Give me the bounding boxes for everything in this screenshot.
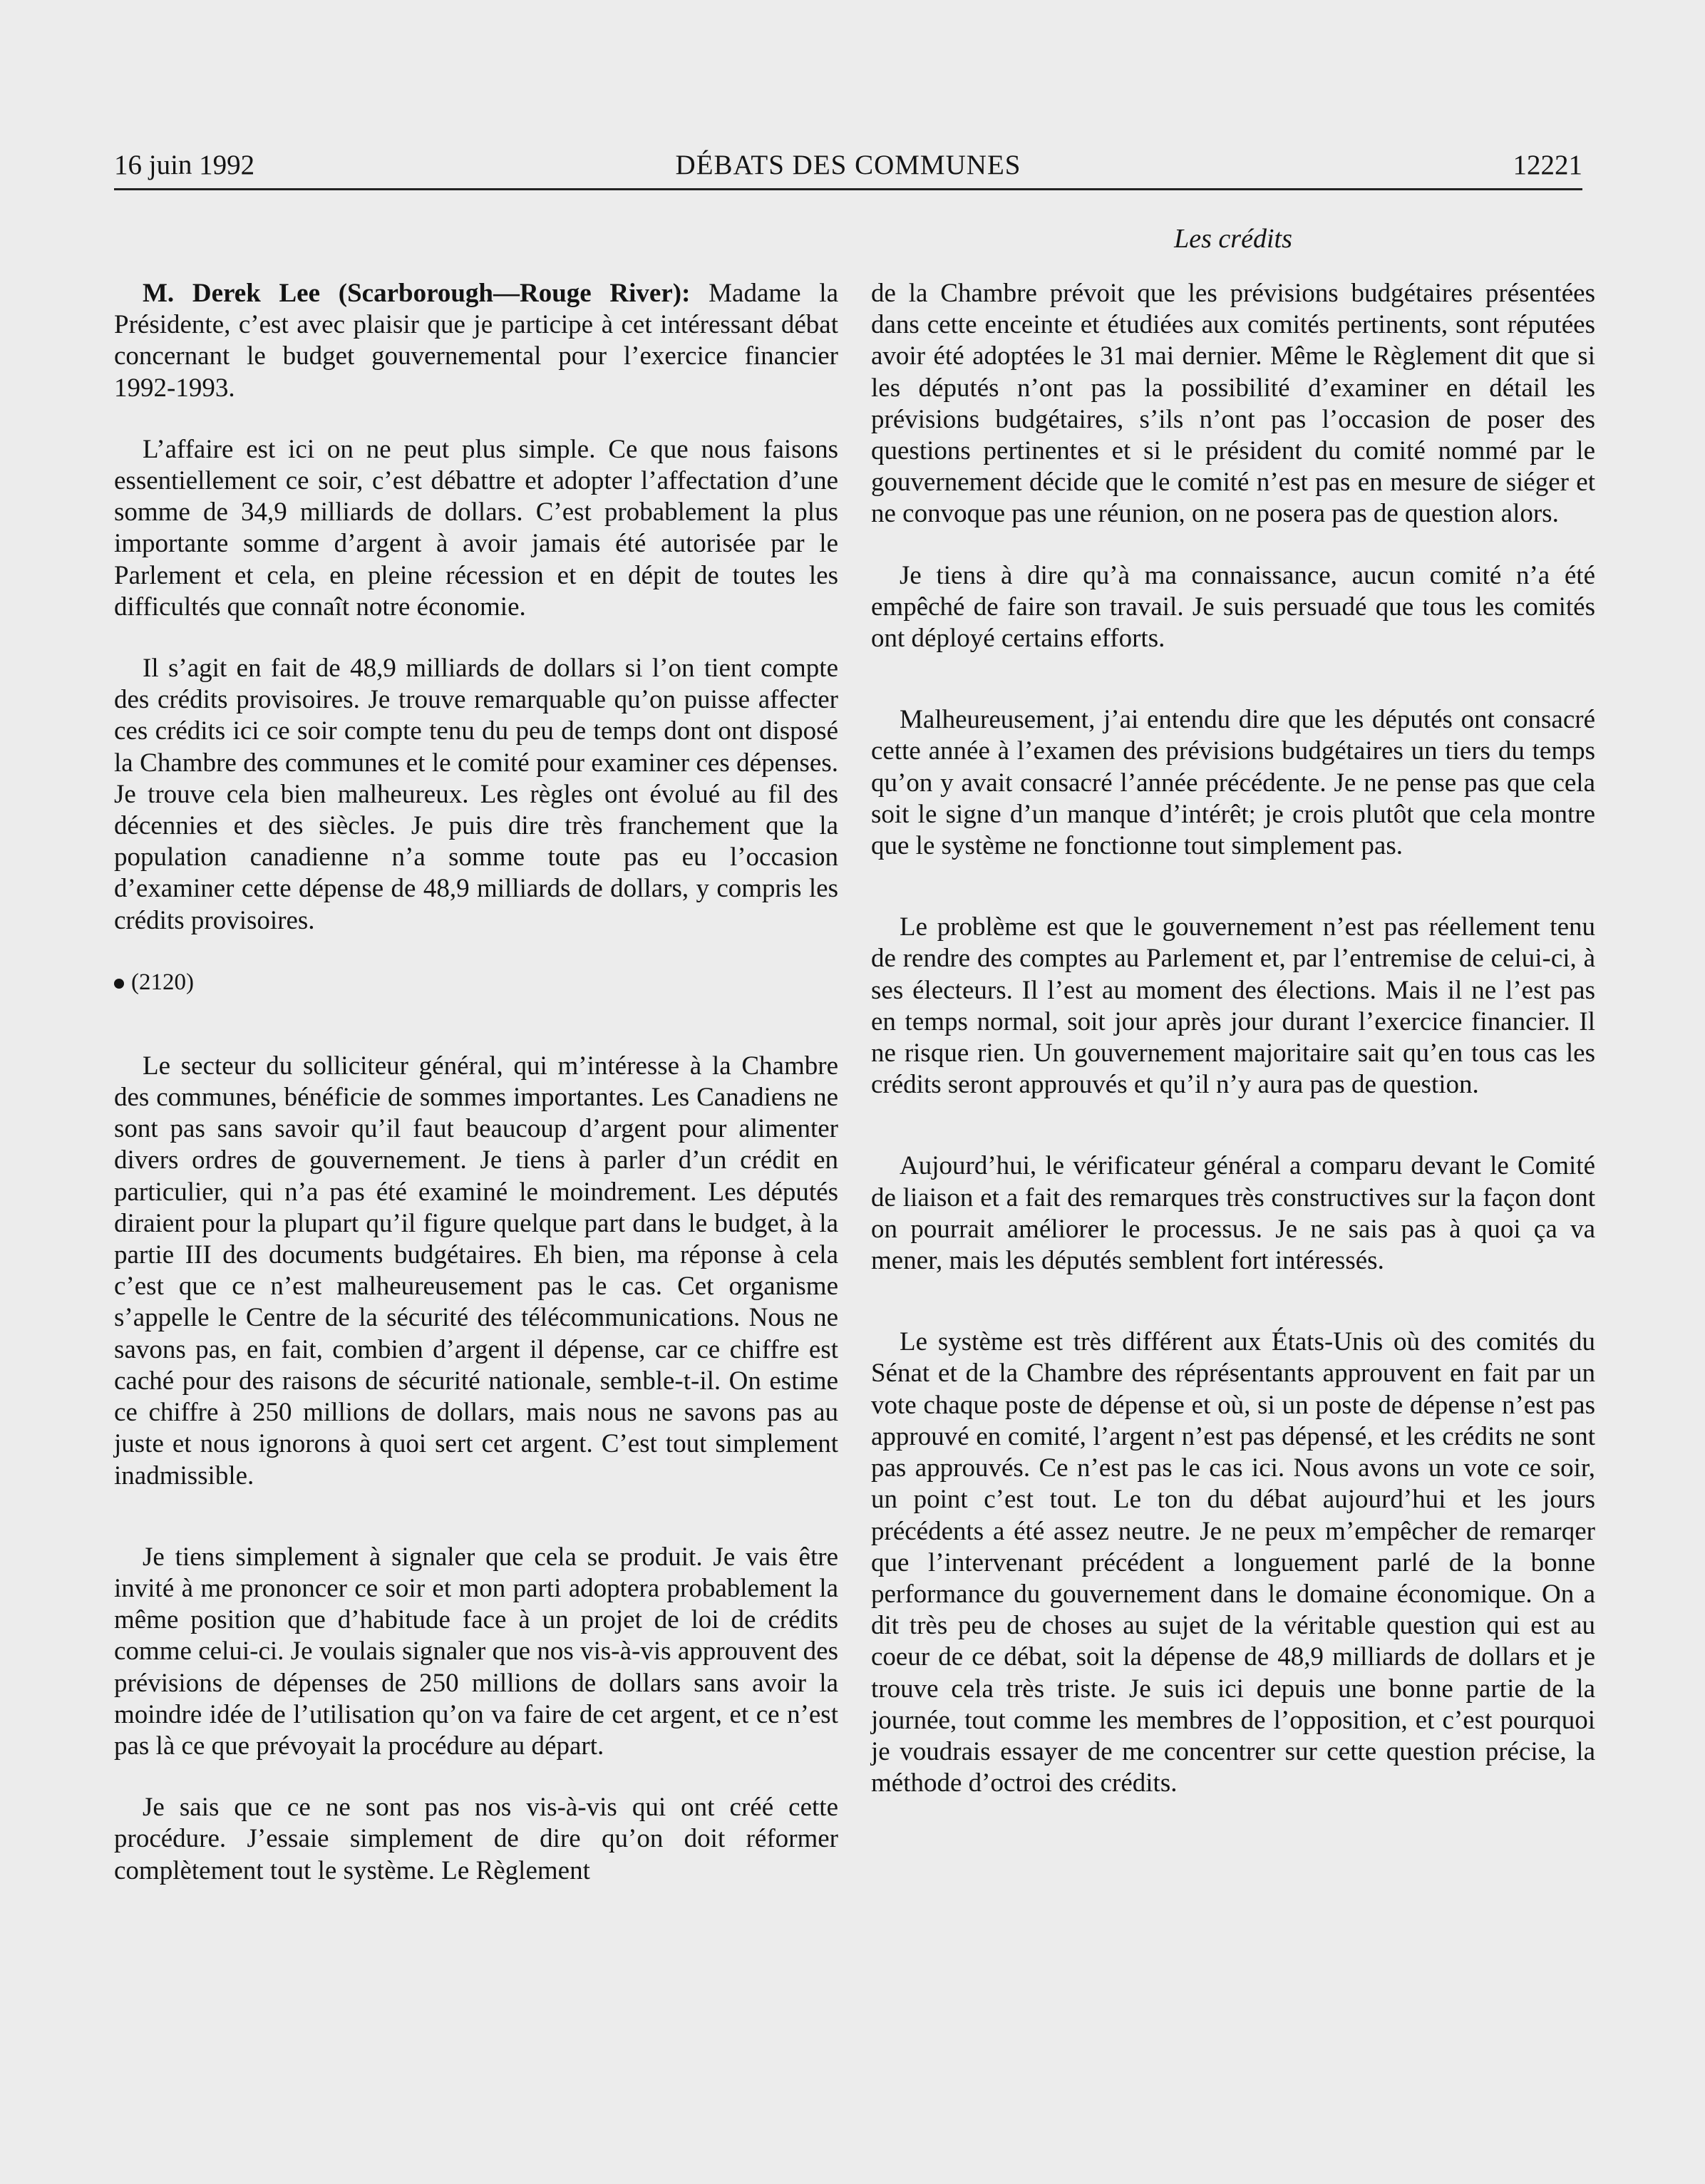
paragraph: Malheureusement, j’ai entendu dire que les députés ont consacré cette année à l’examen des prévisions budgétaires un tiers du temps qu’on y avait consacré l’année précédente. Je ne pense pas que cela soit le signe d’un manque d’intérêt; je crois plutôt que cela montre que le système ne fonctionne tout simplement pas.	[871, 705, 1595, 861]
paragraph: L’affaire est ici on ne peut plus simple. Ce que nous faisons essentiellement ce soir, c’est débattre et adopter l’affectation d’une somme de 34,9 milliards de dollars. C’est probablement la plus importante somme d’argent à avoir jamais été autorisée par le Parlement et cela, en pleine récession et en dépit de toutes les difficultés que connaît notre économie.	[114, 434, 838, 622]
paragraph: Je tiens à dire qu’à ma connaissance, aucun comité n’a été empêché de faire son travail. Je suis persuadé que tous les comités ont déployé certains efforts.	[871, 560, 1595, 654]
paragraph-text: Madame la Présidente, c’est avec plaisir que je participe à cet intéressant débat concernant le budget gouvernemental pour l’exercice financier 1992-1993.	[114, 279, 838, 403]
speaker-name: M. Derek Lee (Scarborough—Rouge River):	[143, 279, 691, 308]
paragraph: Je tiens simplement à signaler que cela se produit. Je vais être invité à me prononcer ce soir et mon parti adoptera probablement la même position que d’habitude face à un projet de loi de crédits comme celui-ci. Je voulais signaler que nos vis-à-vis approuvent des prévisions de dépenses de 250 millions de dollars sans avoir la moindre idée de l’utilisation qu’on va faire de cet argent, et ce n’est pas là ce que prévoyait la procédure au départ.	[114, 1542, 838, 1761]
time-marker	[114, 967, 838, 998]
paragraph: Le problème est que le gouvernement n’est pas réellement tenu de rendre des comptes au Parlement et, par l’entremise de celui-ci, à ses électeurs. Il l’est au moment des élections. Mais il ne l’est pas en temps normal, soit jour après jour durant l’exercice financier. Il ne risque rien. Un gouvernement majoritaire sait qu’en tous cas les crédits seront approuvés et qu’il n’y aura pas de question.	[871, 912, 1595, 1100]
paragraph-speaker	[114, 278, 838, 404]
running-head: Les crédits	[1174, 224, 1292, 254]
paragraph: Je sais que ce ne sont pas nos vis-à-vis qui ont créé cette procédure. J’essaie simplement de dire qu’on doit réformer complètement tout le système. Le Règlement	[114, 1793, 838, 1885]
bullet-icon	[114, 979, 124, 989]
paragraph-continued: de la Chambre prévoit que les prévisions budgétaires présentées dans cette enceinte et étudiées aux comités pertinents, sont réputées avoir été adoptées le 31 mai dernier. Même le Règlement dit que si les députés n’ont pas la possibilité d’examiner en détail les prévisions budgétaires, s’ils n’ont pas l’occasion de poser des questions pertinentes et si le président du comité nommé par le gouvernement décide que le comité n’est pas en mesure de siéger et ne convoque pas une réunion, on ne posera pas de question alors.	[871, 279, 1595, 529]
header-page-number: 12221	[1513, 150, 1582, 180]
header-title: DÉBATS DES COMMUNES	[675, 150, 1021, 180]
paragraph: Le secteur du solliciteur général, qui m’intéresse à la Chambre des communes, bénéficie de sommes importantes. Les Canadiens ne sont pas sans savoir qu’il faut beaucoup d’argent pour alimenter divers ordres de gouvernement. Je tiens à parler d’un crédit en particulier, qui n’a pas été examiné le moindrement. Les députés diraient pour la plupart qu’il figure quelque part dans le budget, à la partie III des documents budgétaires. Eh bien, ma réponse à cela c’est que ce n’est malheureusement pas le cas. Cet organisme s’appelle le Centre de la sécurité des télécommunications. Nous ne savons pas, en fait, combien d’argent il dépense, car ce chiffre est caché pour des raisons de sécurité nationale, semble-t-il. On estime ce chiffre à 250 millions de dollars, mais nous ne savons pas au juste et nous ignorons à quoi sert cet argent. C’est tout simplement inadmissible.	[114, 1051, 838, 1490]
paragraph: Aujourd’hui, le vérificateur général a comparu devant le Comité de liaison et a fait des remarques très constructives sur la façon dont on pourrait améliorer le processus. Je ne sais pas à quoi ça va mener, mais les députés semblent fort intéressés.	[871, 1151, 1595, 1276]
right-column	[871, 278, 1595, 1829]
time-marker-text: (2120)	[131, 969, 194, 995]
paragraph: Il s’agit en fait de 48,9 milliards de dollars si l’on tient compte des crédits provisoires. Je trouve remarquable qu’on puisse affecter ces crédits ici ce soir compte tenu du peu de temps dont ont disposé la Chambre des communes et le comité pour examiner ces dépenses. Je trouve cela bien malheureux. Les règles ont évolué au fil des décennies et des siècles. Je puis dire très franchement que la population canadienne n’a somme toute pas eu l’occasion d’examiner cette dépense de 48,9 milliards de dollars, y compris les crédits provisoires.	[114, 654, 838, 935]
left-column	[114, 278, 838, 1917]
paragraph: Le système est très différent aux États-Unis où des comités du Sénat et de la Chambre des réprésentants approuvent en fait par un vote chaque poste de dépense et où, si un poste de dépense n’est pas approuvé en comité, l’argent n’est pas dépensé, et les crédits ne sont pas approuvés. Ce n’est pas le cas ici. Nous avons un vote ce soir, un point c’est tout. Le ton du débat aujourd’hui et les jours précédents a été assez neutre. Je ne peux m’empêcher de remarqer que l’intervenant précédent a longuement parlé de la bonne performance du gouvernement dans le domaine économique. On a dit très peu de choses au sujet de la véritable question qui est au coeur de ce débat, soit la dépense de 48,9 milliards de dollars et je trouve cela très triste. Je suis ici depuis une bonne partie de la journée, tout comme les membres de l’opposition, et c’est pourquoi je voudrais essayer de me concentrer sur cette question précise, la méthode d’octroi des crédits.	[871, 1327, 1595, 1798]
page-header	[114, 145, 1582, 190]
header-date: 16 juin 1992	[114, 150, 255, 180]
